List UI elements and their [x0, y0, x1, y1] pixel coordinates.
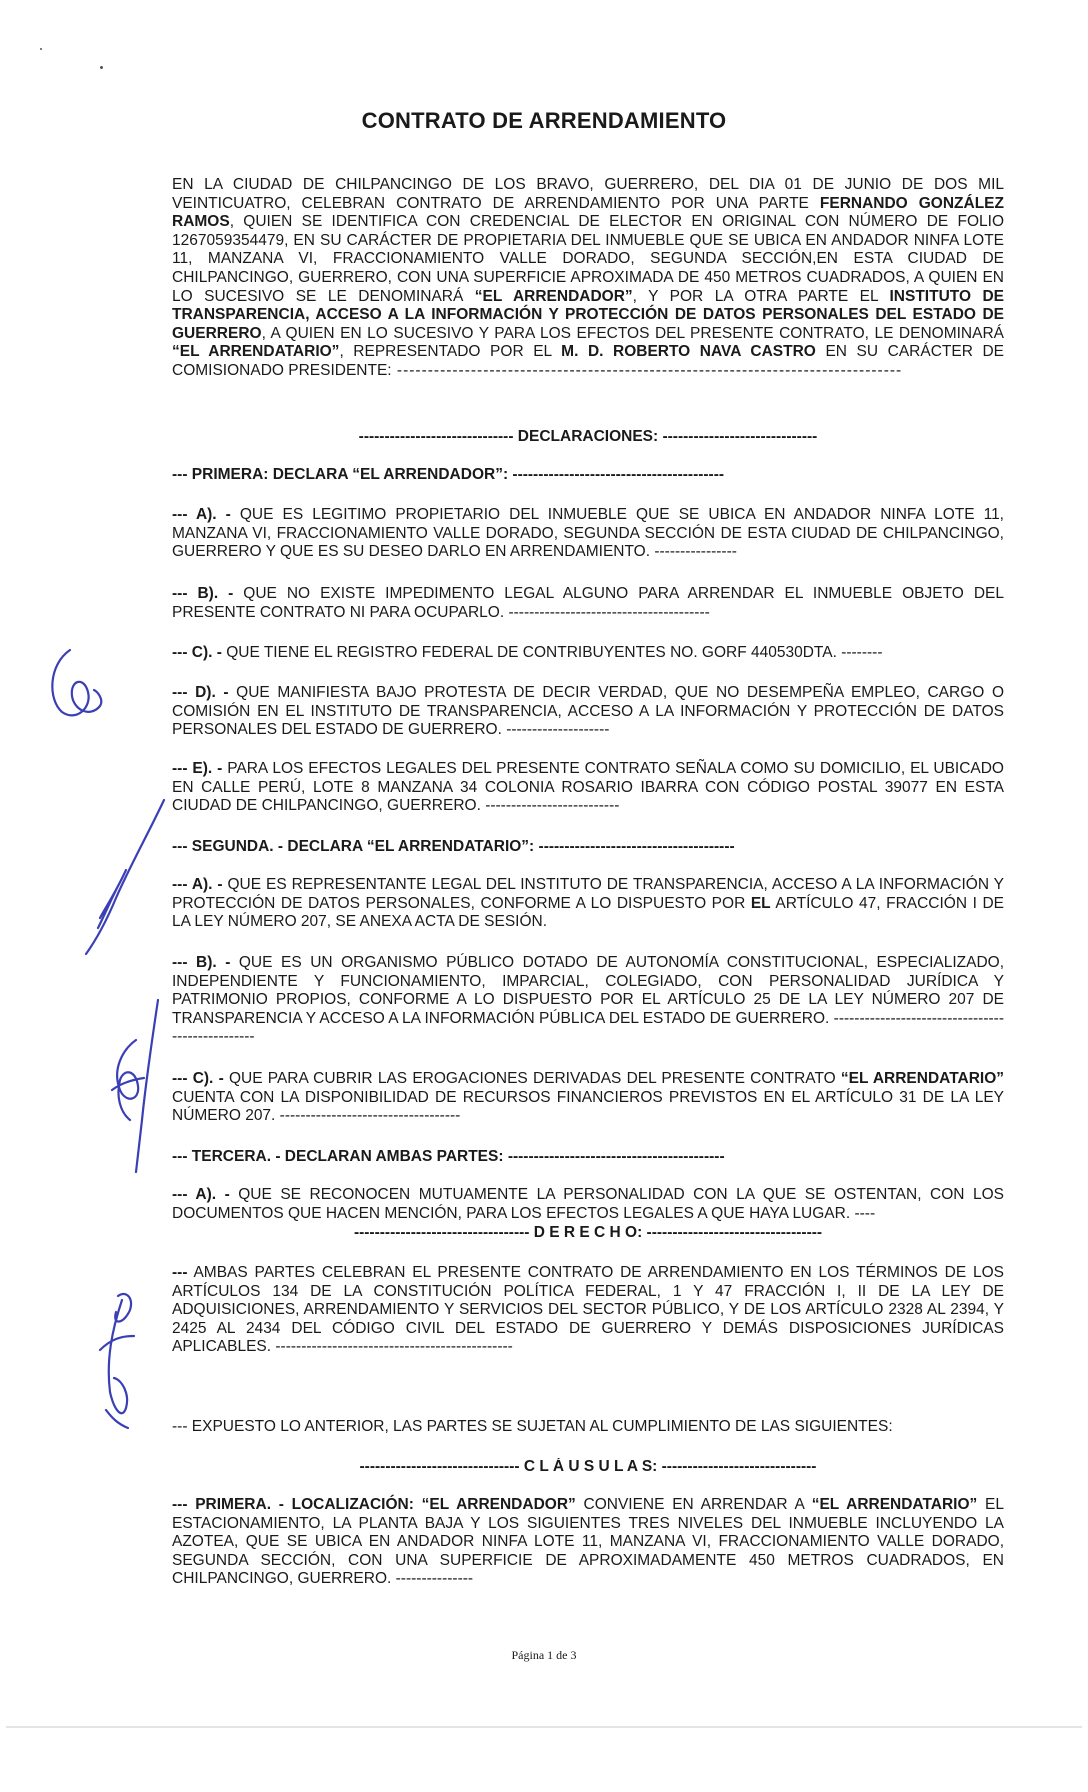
intro-institute-name: INSTITUTO DE TRANSPARENCIA, ACCESO A LA INFORMACIÓN Y PROTECCIÓN DE DATOS PERSONALES DEL ESTADO DE GUERRERO: [172, 287, 1005, 342]
primera-d-text: QUE MANIFIESTA BAJO PROTESTA DE DECIR VERDAD, QUE NO DESEMPEÑA EMPLEO, CARGO O COMISIÓN EN EL INSTITUTO DE TRANSPARENCIA, ACCESO A LA INFORMACIÓN Y PROTECCIÓN DE DATOS PERSONALES DEL ESTADO DE GUERRERO. --------------------: [172, 684, 1005, 739]
primera-clause-e: [172, 760, 1004, 816]
clausulas-heading: [172, 1458, 1004, 1477]
intro-landlord-alias: “EL ARRENDADOR”: [474, 287, 633, 305]
primera-clause-a: [172, 506, 1004, 562]
primera-clause-b: [172, 585, 1004, 622]
segunda-heading-text: --- SEGUNDA. - DECLARA “EL ARRENDATARIO”: --------------------------------------: [172, 838, 735, 855]
primera-d-label: --- D). -: [172, 684, 229, 701]
lower-signature-mark: [109, 1300, 127, 1413]
intro-representative-name: M. D. ROBERTO NAVA CASTRO: [561, 343, 816, 361]
intro-dash-fill: ----------------------------------------------------------------------------------: [391, 361, 903, 379]
intro-text-6: EN SU CARÁCTER DE COMISIONADO PRESIDENTE:: [172, 343, 1004, 379]
segunda-a-bold: EL: [750, 894, 771, 912]
primera-heading: [172, 466, 1004, 485]
middle-signature-mark: [117, 1040, 138, 1120]
primera-clause-c: [172, 644, 1004, 663]
diagonal-signature-scribble: [98, 870, 126, 928]
declaraciones-heading-text: ------------------------------ DECLARACIONES: ------------------------------: [358, 428, 818, 445]
clausula-primera-text-1: CONVIENE EN ARRENDAR A: [575, 1496, 812, 1513]
intro-tenant-alias: “EL ARRENDATARIO”: [172, 343, 340, 361]
scan-speck: [100, 66, 103, 69]
segunda-heading: [172, 838, 1004, 857]
segunda-clause-c: [172, 1070, 1004, 1126]
primera-heading-text: --- PRIMERA: DECLARA “EL ARRENDADOR”: -----------------------------------------: [172, 466, 725, 483]
intro-text-2: , QUIEN SE IDENTIFICA CON CREDENCIAL DE ELECTOR EN ORIGINAL CON NÚMERO DE FOLIO 1267059354479, EN SU CARÁCTER DE PROPIETARIA DEL INMUEBLE QUE SE UBICA EN ANDADOR NINFA LOTE 11, MANZANA VI, FRACCIONAMIENTO VALLE DORADO, SEGUNDA SECCIÓN,EN ESTA CIUDAD DE CHILPANCINGO, GUERRERO, CON UNA SUPERFICIE APROXIMADA DE 450 METROS CUADRADOS, A QUIEN EN LO SUCESIVO SE LE DENOMINARÁ: [172, 213, 1004, 305]
primera-c-text: QUE TIENE EL REGISTRO FEDERAL DE CONTRIBUYENTES NO. GORF 440530DTA. --------: [221, 644, 883, 661]
segunda-c-text-2: CUENTA CON LA DISPONIBILIDAD DE RECURSOS FINANCIEROS PREVISTOS EN EL ARTÍCULO 31 DE LA LEY NÚMERO 207. -----------------------------------: [172, 1088, 1004, 1125]
document-title: CONTRATO DE ARRENDAMIENTO: [361, 108, 727, 133]
clausula-primera-bold: “EL ARRENDATARIO”: [811, 1496, 978, 1513]
segunda-a-text-1: QUE ES REPRESENTANTE LEGAL DEL INSTITUTO DE TRANSPARENCIA, ACCESO A LA INFORMACIÓN Y PROTECCIÓN DE DATOS PERSONALES, CONFORME A LO DISPUESTO POR: [172, 876, 1004, 912]
primera-c-label: --- C). -: [172, 644, 222, 661]
tercera-clause-a: [172, 1186, 1004, 1223]
segunda-b-text: QUE ES UN ORGANISMO PÚBLICO DOTADO DE AUTONOMÍA CONSTITUCIONAL, ESPECIALIZADO, INDEPENDIENTE Y FUNCIONAMIENTO, IMPARCIAL, COLEGIADO, CON PERSONALIDAD JURÍDICA Y PATRIMONIO PROPIOS, CONFORME A LO DISPUESTO POR EL ARTÍCULO 25 DE LA LEY NÚMERO 207 DE TRANSPARENCIA Y ACCESO A LA INFORMACIÓN PÚBLICA DEL ESTADO DE GUERRERO. -------------------------------------------------: [172, 954, 1004, 1046]
derecho-label: ---: [172, 1264, 188, 1281]
intro-text-5: , REPRESENTADO POR EL: [339, 343, 562, 361]
primera-b-label: --- B). -: [172, 585, 234, 602]
derecho-heading: [172, 1224, 1004, 1243]
intro-text-4: , A QUIEN EN LO SUCESIVO Y PARA LOS EFECTOS DEL PRESENTE CONTRATO, LE DENOMINARÁ: [261, 324, 1004, 342]
derecho-text: AMBAS PARTES CELEBRAN EL PRESENTE CONTRATO DE ARRENDAMIENTO EN LOS TÉRMINOS DE LOS ARTÍCULOS 134 DE LA CONSTITUCIÓN POLÍTICA FEDERAL, 1 Y 47 FRACCIÓN I, II DE LA LEY DE ADQUISICIONES, ARRENDAMIENTO Y SERVICIOS DEL SECTOR PÚBLICO, Y DE LOS ARTÍCULO 2328 AL 2394, Y 2425 AL 2434 DEL CÓDIGO CIVIL DEL ESTADO DE GUERRERO Y DEMÁS DISPOSICIONES JURÍDICAS APLICABLES. ----------------------------------------------: [172, 1264, 1004, 1356]
clausula-primera: [172, 1496, 1004, 1589]
initial-signature-mark: [52, 650, 101, 715]
scan-edge-line: [6, 1726, 1082, 1728]
primera-e-label: --- E). -: [172, 760, 223, 777]
intro-text-3: , Y POR LA OTRA PARTE EL: [632, 287, 890, 305]
expuesto-line: [172, 1418, 1004, 1437]
primera-a-text: QUE ES LEGITIMO PROPIETARIO DEL INMUEBLE QUE SE UBICA EN ANDADOR NINFA LOTE 11, MANZANA VI, FRACCIONAMIENTO VALLE DORADO, SEGUNDA SECCIÓN DE ESTA CIUDAD DE CHILPANCINGO, GUERRERO Y QUE ES SU DESEO DARLO EN ARRENDAMIENTO. ----------------: [172, 506, 1004, 561]
segunda-a-label: --- A). -: [172, 876, 223, 893]
intro-landlord-name: FERNANDO GONZÁLEZ RAMOS: [172, 194, 1004, 231]
intro-text-1: EN LA CIUDAD DE CHILPANCINGO DE LOS BRAVO, GUERRERO, DEL DIA 01 DE JUNIO DE DOS MIL VEINTICUATRO, CELEBRAN CONTRATO DE ARRENDAMIENTO POR UNA PARTE: [172, 176, 1004, 212]
page-number: Página 1 de 3: [511, 1648, 577, 1662]
primera-a-label: --- A). -: [172, 506, 231, 523]
segunda-c-label: --- C). -: [172, 1070, 224, 1087]
declaraciones-heading: [172, 428, 1004, 447]
segunda-clause-b: [172, 954, 1004, 1047]
tercera-a-label: --- A). -: [172, 1186, 230, 1203]
tercera-a-text: QUE SE RECONOCEN MUTUAMENTE LA PERSONALIDAD CON LA QUE SE OSTENTAN, CON LOS DOCUMENTOS QUE HACEN MENCIÓN, PARA LOS EFECTOS LEGALES A QUE HAYA LUGAR. ----: [172, 1186, 1004, 1222]
derecho-heading-text: ---------------------------------- D E R E C H O: ----------------------------------: [353, 1224, 823, 1241]
segunda-clause-a: [172, 876, 1004, 932]
vertical-signature-line: [136, 1000, 158, 1172]
scan-speck: [40, 48, 42, 50]
primera-b-text: QUE NO EXISTE IMPEDIMENTO LEGAL ALGUNO PARA ARRENDAR EL INMUEBLE OBJETO DEL PRESENTE CONTRATO NI PARA OCUPARLO. ---------------------------------------: [172, 585, 1004, 621]
intro-paragraph: [172, 176, 1004, 381]
clausula-primera-label: --- PRIMERA. - LOCALIZACIÓN: “EL ARRENDADOR”: [172, 1496, 576, 1513]
segunda-c-bold: “EL ARRENDATARIO”: [840, 1070, 1005, 1087]
clausulas-heading-text: ------------------------------- C L Á U S U L A S: ------------------------------: [359, 1458, 817, 1475]
derecho-paragraph: [172, 1264, 1004, 1357]
tercera-heading-text: --- TERCERA. - DECLARAN AMBAS PARTES: ------------------------------------------: [172, 1148, 725, 1165]
expuesto-text: --- EXPUESTO LO ANTERIOR, LAS PARTES SE SUJETAN AL CUMPLIMIENTO DE LAS SIGUIENTES:: [172, 1418, 893, 1435]
segunda-b-label: --- B). -: [172, 954, 231, 971]
diagonal-signature-stroke: [86, 800, 164, 954]
segunda-c-text-1: QUE PARA CUBRIR LAS EROGACIONES DERIVADAS DEL PRESENTE CONTRATO: [223, 1070, 841, 1087]
clausula-primera-text-2: EL ESTACIONAMIENTO, LA PLANTA BAJA Y LOS SIGUIENTES TRES NIVELES DEL INMUEBLE INCLUYENDO LA AZOTEA, QUE SE UBICA EN ANDADOR NINFA LOTE 11, MANZANA VI, FRACCIONAMIENTO VALLE DORADO, SEGUNDA SECCIÓN, CON UNA SUPERFICIE DE APROXIMADAMENTE 450 METROS CUADRADOS, EN CHILPANCINGO, GUERRERO. ---------------: [172, 1496, 1004, 1588]
primera-e-text: PARA LOS EFECTOS LEGALES DEL PRESENTE CONTRATO SEÑALA COMO SU DOMICILIO, EL UBICADO EN CALLE PERÚ, LOTE 8 MANZANA 34 COLONIA ROSARIO IBARRA CON CÓDIGO POSTAL 39077 EN ESTA CIUDAD DE CHILPANCINGO, GUERRERO. --------------------------: [172, 760, 1004, 815]
tercera-heading: [172, 1148, 1004, 1167]
segunda-a-text-2: ARTÍCULO 47, FRACCIÓN I DE LA LEY NÚMERO 207, SE ANEXA ACTA DE SESIÓN.: [172, 894, 1004, 931]
primera-clause-d: [172, 684, 1004, 740]
